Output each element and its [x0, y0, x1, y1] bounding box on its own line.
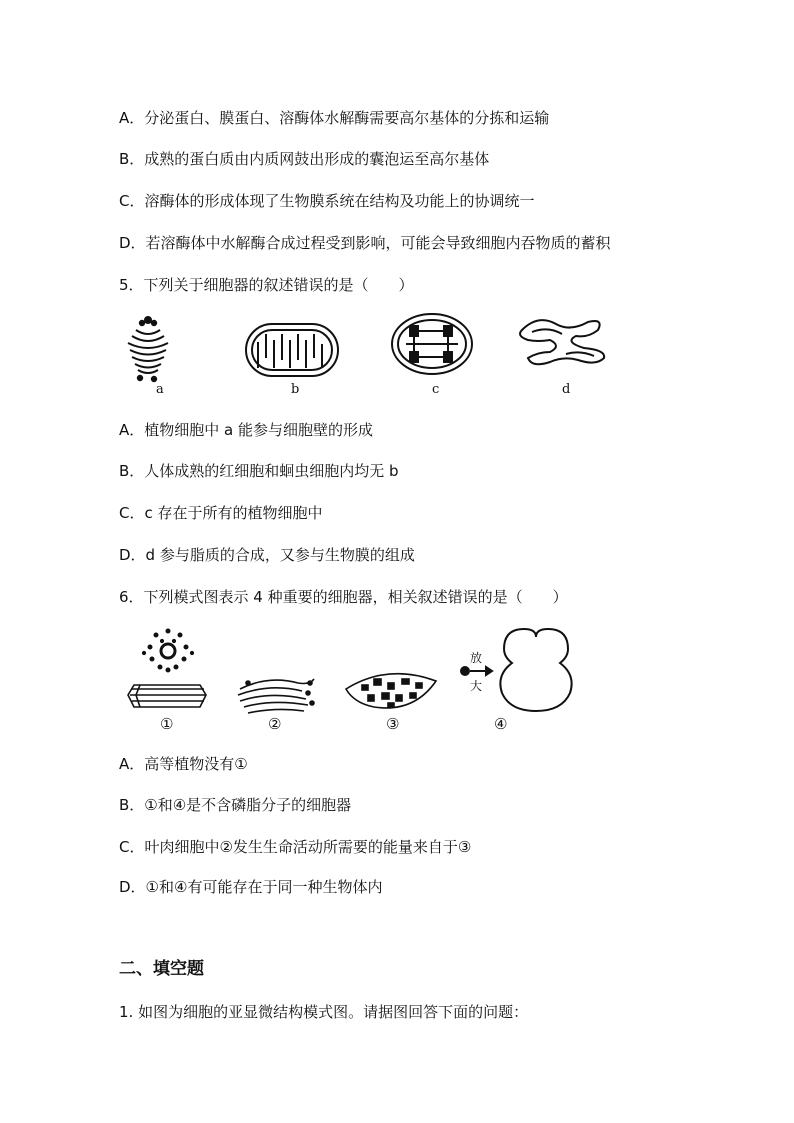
q6-figure	[118, 623, 588, 733]
q4-option-a: A．分泌蛋白、膜蛋白、溶酶体水解酶需要高尔基体的分拣和运输	[119, 109, 550, 127]
chloroplast-drawing	[392, 314, 472, 374]
q6-organelle-drawings	[118, 623, 588, 718]
q6-option-b: B．①和④是不含磷脂分子的细胞器	[119, 796, 352, 814]
q6-label-1: ①	[160, 715, 174, 733]
q5-figure	[118, 312, 628, 411]
q6-label-2: ②	[268, 715, 282, 733]
centrosome-drawing	[128, 629, 206, 707]
q5-stem: 5．下列关于细胞器的叙述错误的是（ ）	[119, 276, 414, 294]
q5-option-c: C．c 存在于所有的植物细胞中	[119, 504, 323, 522]
q6-option-c: C．叶肉细胞中②发生生命活动所需要的能量来自于③	[119, 838, 472, 856]
q4-option-d: D．若溶酶体中水解酶合成过程受到影响，可能会导致细胞内吞物质的蓄积	[119, 234, 611, 252]
chloroplast-drawing-2	[346, 674, 436, 708]
magnify-label-1: 放	[470, 651, 483, 665]
mitochondrion-drawing	[246, 324, 338, 376]
q6-stem: 6．下列模式图表示 4 种重要的细胞器，相关叙述错误的是（ ）	[119, 588, 568, 606]
q5-label-c: c	[432, 382, 440, 397]
q5-label-a: a	[156, 382, 164, 397]
q5-option-a: A．植物细胞中 a 能参与细胞壁的形成	[119, 421, 373, 439]
q6-label-4: ④	[494, 715, 508, 733]
q5-option-b: B．人体成熟的红细胞和蛔虫细胞内均无 b	[119, 462, 399, 480]
q4-option-c: C．溶酶体的形成体现了生物膜系统在结构及功能上的协调统一	[119, 192, 535, 210]
q5-organelle-drawings	[118, 312, 628, 407]
magnify-label-2: 大	[470, 679, 483, 693]
q6-label-3: ③	[386, 715, 400, 733]
q5-option-d: D．d 参与脂质的合成，又参与生物膜的组成	[119, 546, 415, 564]
golgi-drawing-2	[238, 679, 314, 713]
section2-q1-stem: 1. 如图为细胞的亚显微结构模式图。请据图回答下面的问题：	[119, 1003, 529, 1021]
ribosome-drawing	[461, 629, 572, 711]
q5-label-b: b	[291, 382, 300, 397]
q5-label-d: d	[562, 382, 571, 397]
q6-option-a: A．高等植物没有①	[119, 755, 248, 773]
section-heading: 二、填空题	[119, 959, 204, 979]
q6-option-d: D．①和④有可能存在于同一种生物体内	[119, 878, 383, 896]
q4-option-b: B．成熟的蛋白质由内质网鼓出形成的囊泡运至高尔基体	[119, 150, 490, 168]
endoplasmic-reticulum-drawing	[520, 320, 604, 364]
golgi-apparatus-drawing	[128, 317, 168, 381]
